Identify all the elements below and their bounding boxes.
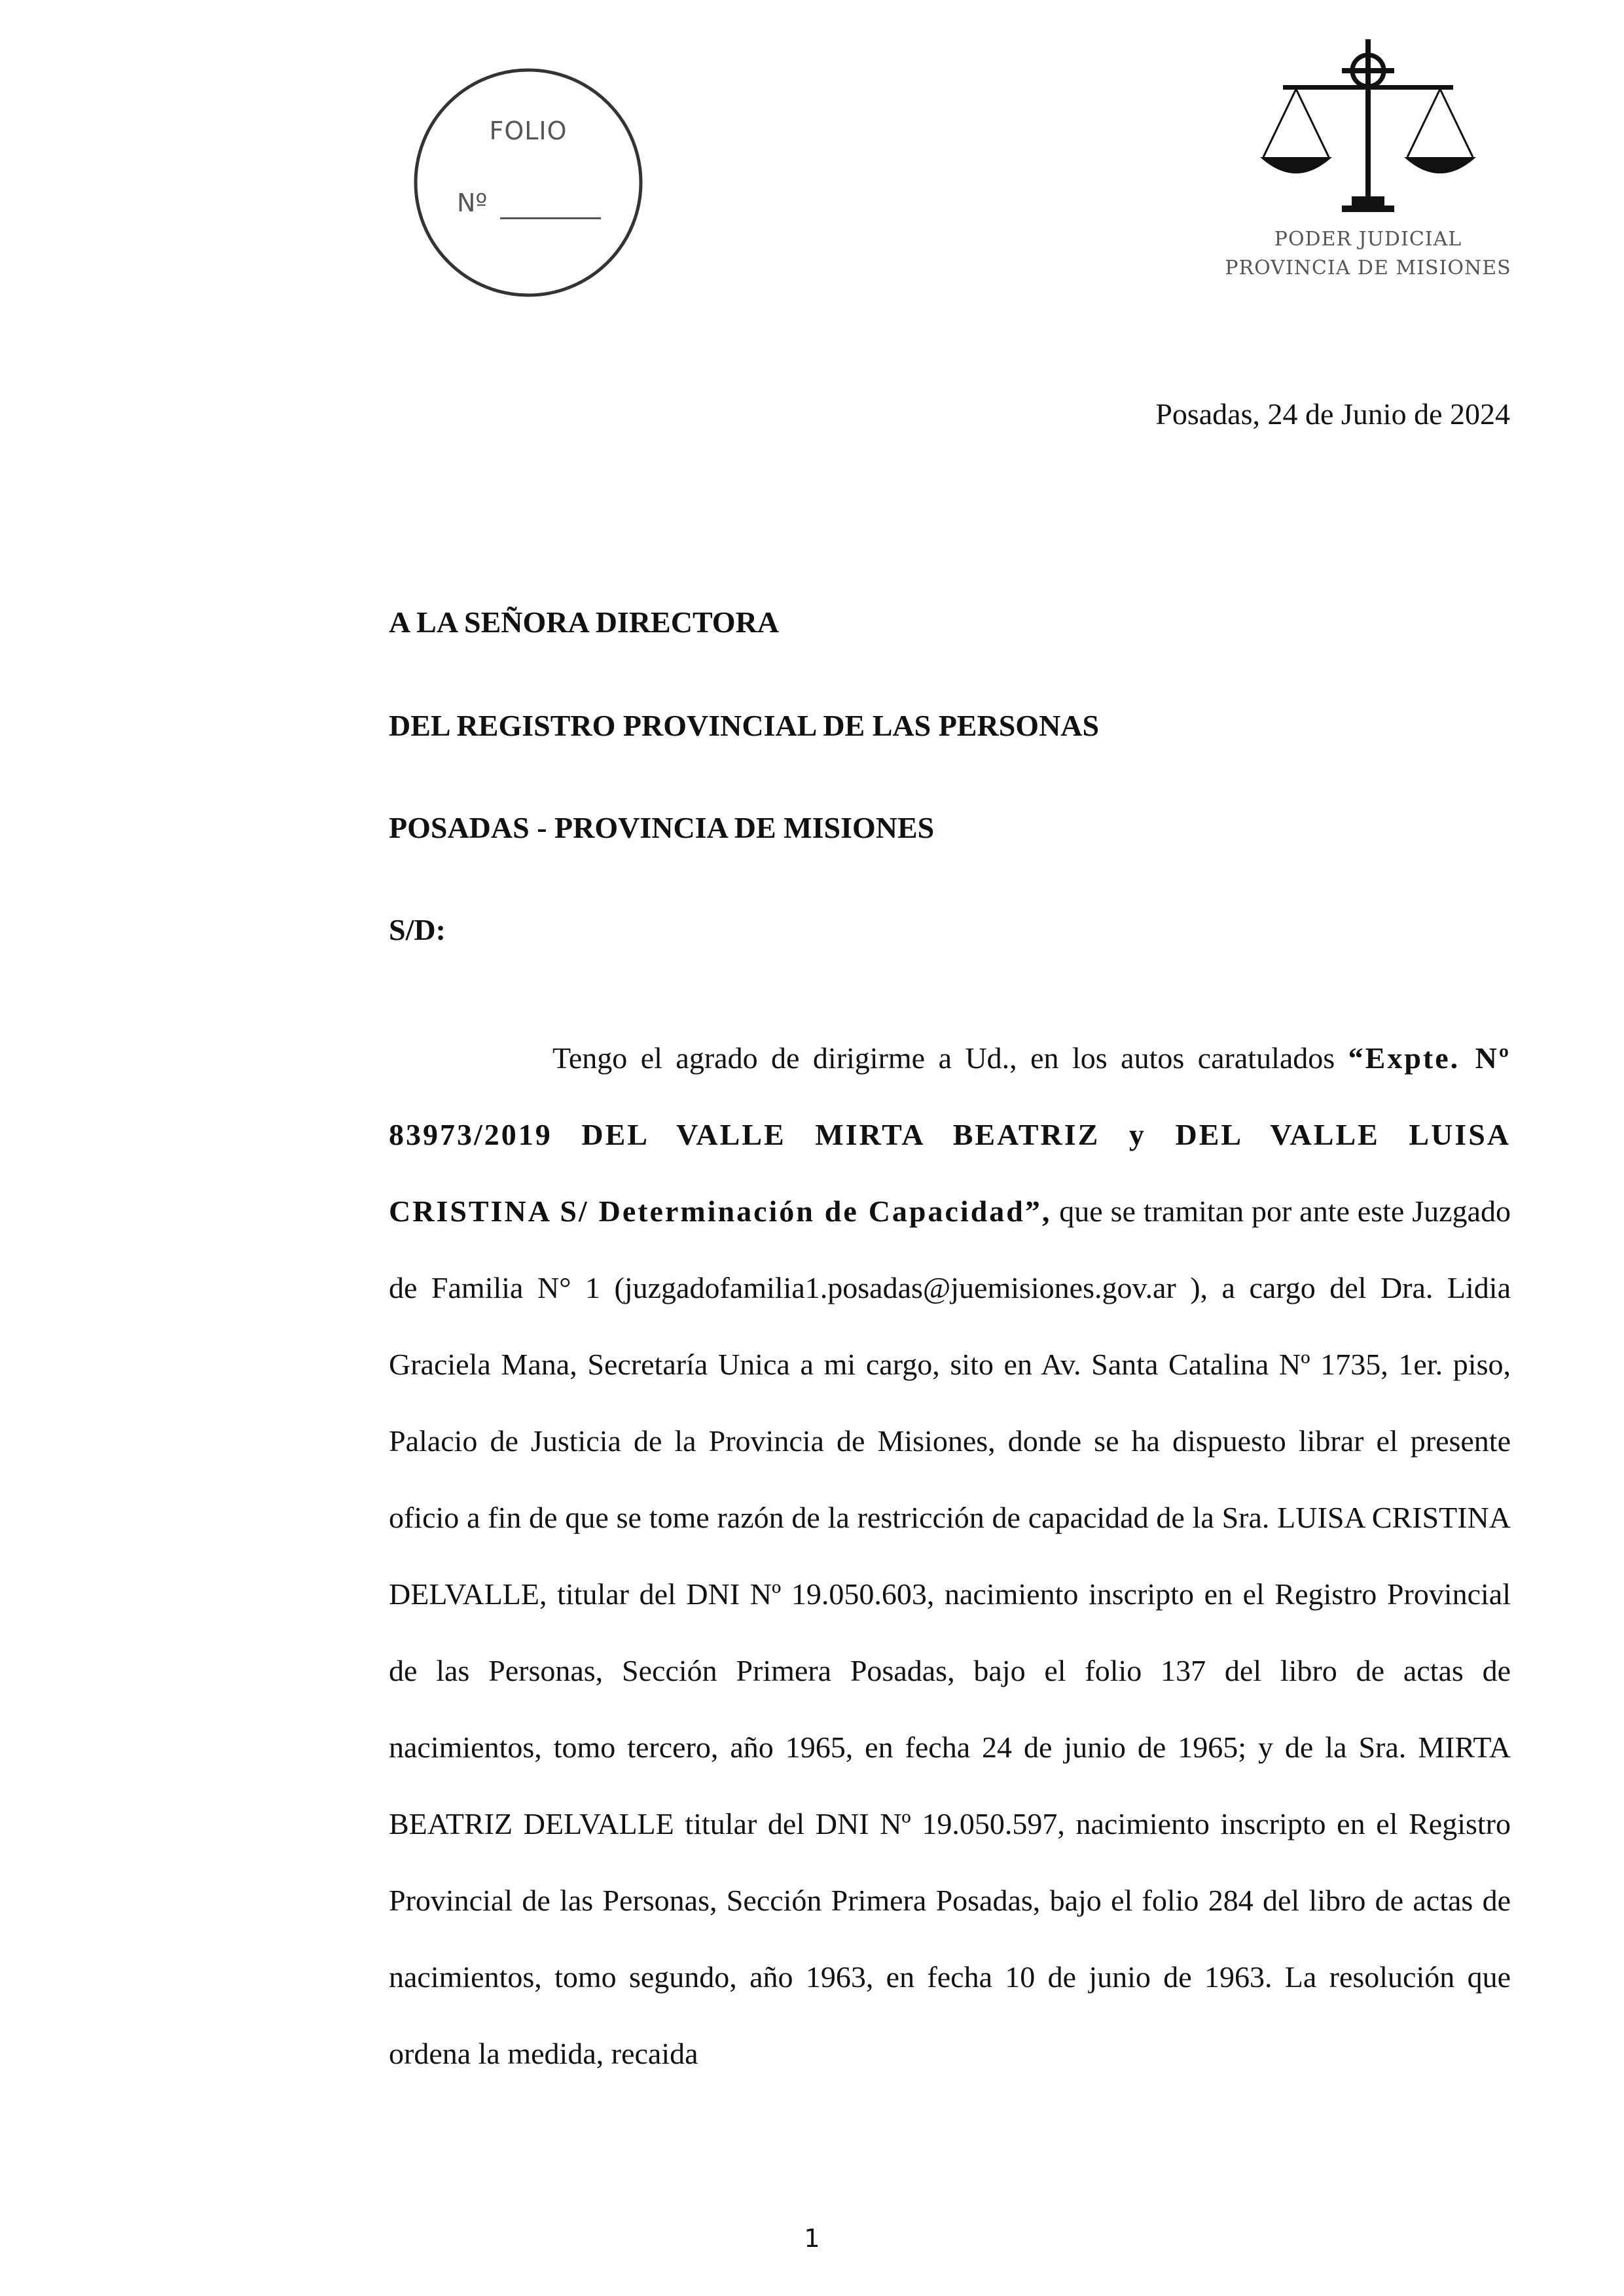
logo-title: PODER JUDICIAL: [1274, 228, 1462, 251]
addressee-line-4: S/D:: [389, 913, 446, 946]
scales-of-justice-icon: [1257, 39, 1479, 216]
logo-subtitle: PROVINCIA DE MISIONES: [1225, 257, 1511, 279]
folio-number-blank: [500, 217, 601, 219]
body-intro: Tengo el agrado de dirigirme a Ud., en los autos caratulados: [552, 1041, 1348, 1075]
case-title: “Expte. Nº 83973/2019 DEL VALLE MIRTA BEATRIZ y DEL VALLE LUISA CRISTINA S/ Determinación de Capacidad”,: [389, 1041, 1511, 1228]
addressee-line-1: A LA SEÑORA DIRECTORA: [389, 605, 780, 639]
body-text: que se tramitan por ante este Juzgado de Familia N° 1 (juzgadofamilia1.posadas@juemisiones.gov.ar ), a cargo del Dra. Lidia Graciela Mana, Secretaría Unica a mi cargo, sito en Av. Santa Catalina Nº 1735, 1er. piso, Palacio de Justicia de la Provincia de Misiones, donde se ha dispuesto librar el presente oficio a fin de que se tome razón de la restricción de capacidad de la Sra. LUISA CRISTINA DELVALLE, titular del DNI Nº 19.050.603, nacimiento inscripto en el Registro Provincial de las Personas, Sección Primera Posadas, bajo el folio 137 del libro de actas de nacimientos, tomo tercero, año 1965, en fecha 24 de junio de 1965; y de la Sra. MIRTA BEATRIZ DELVALLE titular del DNI Nº 19.050.597, nacimiento inscripto en el Registro Provincial de las Personas, Sección Primera Posadas, bajo el folio 284 del libro de actas de nacimientos, tomo segundo, año 1963, en fecha 10 de junio de 1963. La resolución que ordena la medida, recaida: [389, 1194, 1511, 2070]
page-number: 1: [804, 2224, 820, 2253]
folio-stamp: [412, 67, 644, 298]
folio-label: FOLIO: [489, 117, 568, 145]
folio-number-label: Nº: [457, 188, 488, 217]
letter-body: [389, 1020, 1511, 2092]
addressee-line-2: DEL REGISTRO PROVINCIAL DE LAS PERSONAS: [389, 709, 1100, 742]
poder-judicial-logo: [1224, 39, 1512, 288]
stamp-circle-icon: [412, 67, 644, 298]
date-line: Posadas, 24 de Junio de 2024: [1155, 397, 1510, 431]
body-paragraph: [389, 1020, 1511, 2092]
addressee-line-3: POSADAS - PROVINCIA DE MISIONES: [389, 811, 935, 844]
